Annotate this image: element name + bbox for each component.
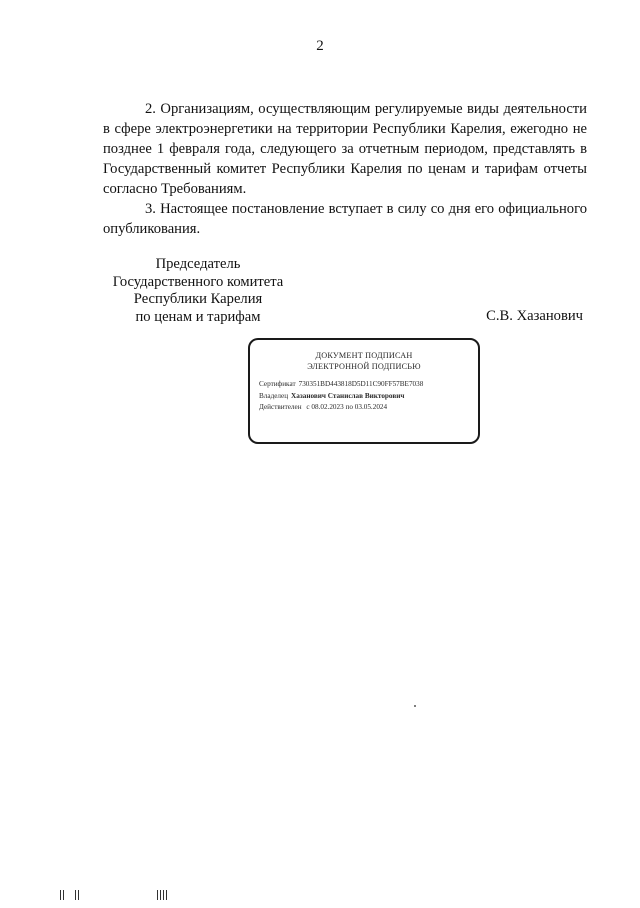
scan-barcode-mark-right bbox=[157, 890, 169, 900]
stamp-certificate-value: 730351BD443818D5D11C90FF57BE7038 bbox=[298, 380, 424, 388]
stamp-certificate-label: Сертификат bbox=[259, 380, 296, 388]
stamp-valid-to-word: по bbox=[345, 403, 353, 411]
stamp-certificate-row bbox=[259, 379, 473, 391]
stamp-details bbox=[259, 379, 473, 414]
stamp-owner-label: Владелец bbox=[259, 391, 289, 400]
scan-speck bbox=[414, 705, 416, 707]
stamp-owner-row bbox=[259, 391, 473, 403]
electronic-signature-stamp bbox=[248, 338, 480, 444]
stamp-validity-row bbox=[259, 402, 473, 414]
document-body bbox=[103, 99, 587, 239]
signer-position-line: Государственного комитета bbox=[112, 273, 284, 290]
stamp-title bbox=[250, 350, 478, 372]
stamp-valid-from-word: с bbox=[306, 403, 310, 411]
scan-barcode-mark-left bbox=[60, 890, 81, 900]
signer-position-line: Председатель bbox=[155, 256, 241, 272]
stamp-valid-from: 08.02.2023 bbox=[311, 403, 344, 411]
signer-position-line: по ценам и тарифам bbox=[135, 308, 261, 325]
stamp-owner-value: Хазанович Станислав Викторович bbox=[291, 391, 405, 400]
signer-position bbox=[103, 256, 293, 326]
signer-name: С.В. Хазанович bbox=[486, 308, 583, 324]
stamp-title-line: ДОКУМЕНТ ПОДПИСАН bbox=[315, 351, 413, 360]
stamp-title-line: ЭЛЕКТРОННОЙ ПОДПИСЬЮ bbox=[307, 362, 421, 371]
stamp-valid-to: 03.05.2024 bbox=[354, 403, 388, 411]
stamp-valid-label: Действителен bbox=[259, 403, 302, 411]
page-number: 2 bbox=[316, 38, 324, 54]
paragraph-3: 3. Настоящее постановление вступает в силу со дня его официального опубликования. bbox=[103, 201, 587, 237]
paragraph-2: 2. Организациям, осуществляющим регулируемые виды деятельности в сфере электроэнергетики на территории Республики Карелия, ежегодно не позднее 1 февраля года, следующего за отчетным периодом, представлять в Государственный комитет Республики Карелия по ценам и тарифам отчеты согласно Требованиям. bbox=[103, 101, 587, 197]
signer-position-line: Республики Карелия bbox=[133, 291, 263, 307]
